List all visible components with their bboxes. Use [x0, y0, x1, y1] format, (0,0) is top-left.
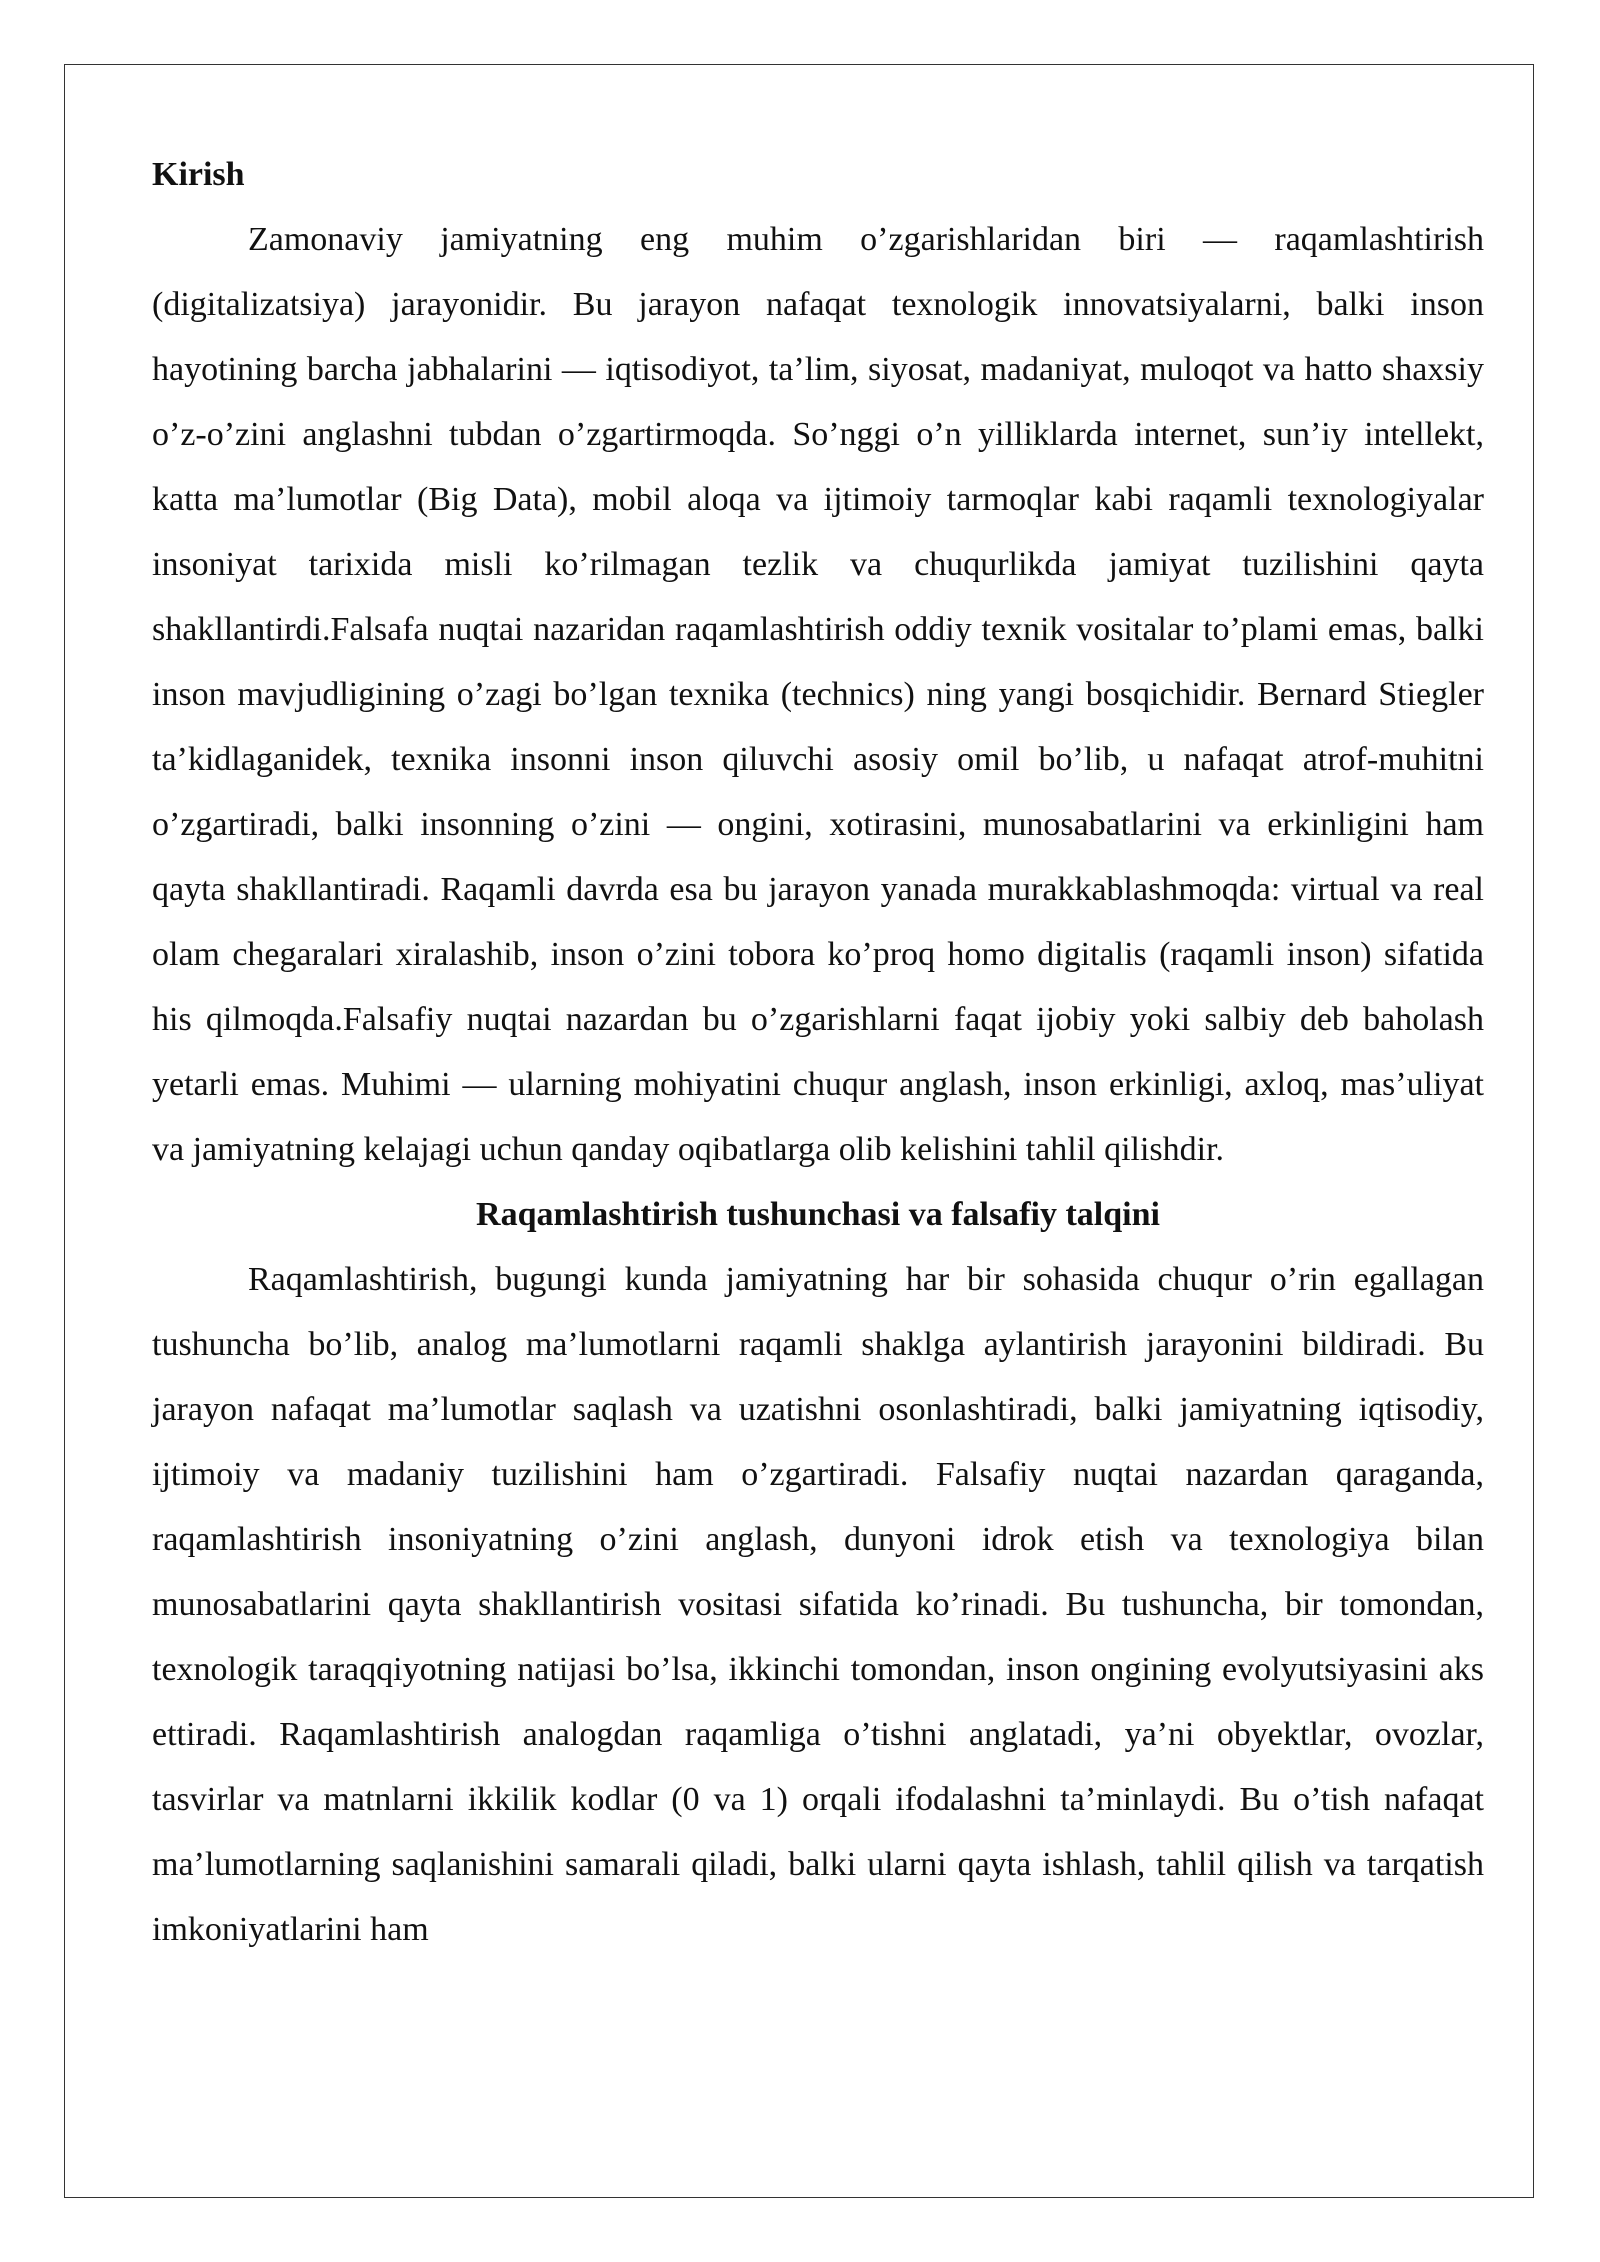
- raqamlashtirish-paragraph: Raqamlashtirish, bugungi kunda jamiyatning har bir sohasida chuqur o’rin egallagan tushuncha bo’lib, analog ma’lumotlarni raqamli shaklga aylantirish jarayonini bildiradi. Bu jarayon nafaqat ma’lumotlar saqlash va uzatishni osonlashtiradi, balki jamiyatning iqtisodiy, ijtimoiy va madaniy tuzilishini ham o’zgartiradi. Falsafiy nuqtai nazardan qaraganda, raqamlashtirish insoniyatning o’zini anglash, dunyoni idrok etish va texnologiya bilan munosabatlarini qayta shakllantirish vositasi sifatida ko’rinadi. Bu tushuncha, bir tomondan, texnologik taraqqiyotning natijasi bo’lsa, ikkinchi tomondan, inson ongining evolyutsiyasini aks ettiradi. Raqamlashtirish analogdan raqamliga o’tishni anglatadi, ya’ni obyektlar, ovozlar, tasvirlar va matnlarni ikkilik kodlar (0 va 1) orqali ifodalashni ta’minlaydi. Bu o’tish nafaqat ma’lumotlarning saqlanishini samarali qiladi, balki ularni qayta ishlash, tahlil qilish va tarqatish imkoniyatlarini ham: [152, 1261, 1484, 1948]
- section-heading-kirish: Kirish: [152, 156, 245, 193]
- intro-paragraph: Zamonaviy jamiyatning eng muhim o’zgarishlaridan biri — raqamlashtirish (digitalizatsiya) jarayonidir. Bu jarayon nafaqat texnologik innovatsiyalarni, balki inson hayotining barcha jabhalarini — iqtisodiyot, ta’lim, siyosat, madaniyat, muloqot va hatto shaxsiy o’z-o’zini anglashni tubdan o’zgartirmoqda. So’nggi o’n yilliklarda internet, sun’iy intellekt, katta ma’lumotlar (Big Data), mobil aloqa va ijtimoiy tarmoqlar kabi raqamli texnologiyalar insoniyat tarixida misli ko’rilmagan tezlik va chuqurlikda jamiyat tuzilishini qayta shakllantirdi.Falsafa nuqtai nazaridan raqamlashtirish oddiy texnik vositalar to’plami emas, balki inson mavjudligining o’zagi bo’lgan texnika (technics) ning yangi bosqichidir. Bernard Stiegler ta’kidlaganidek, texnika insonni inson qiluvchi asosiy omil bo’lib, u nafaqat atrof-muhitni o’zgartiradi, balki insonning o’zini — ongini, xotirasini, munosabatlarini va erkinligini ham qayta shakllantiradi. Raqamli davrda esa bu jarayon yanada murakkablashmoqda: virtual va real olam chegaralari xiralashib, inson o’zini tobora ko’proq homo digitalis (raqamli inson) sifatida his qilmoqda.Falsafiy nuqtai nazardan bu o’zgarishlarni faqat ijobiy yoki salbiy deb baholash yetarli emas. Muhimi — ularning mohiyatini chuqur anglash, inson erkinligi, axloq, mas’uliyat va jamiyatning kelajagi uchun qanday oqibatlarga olib kelishini tahlil qilishdir.: [152, 221, 1484, 1168]
- document-body: [152, 142, 1484, 1962]
- section-heading-raqamlashtirish: Raqamlashtirish tushunchasi va falsafiy talqini: [476, 1196, 1160, 1233]
